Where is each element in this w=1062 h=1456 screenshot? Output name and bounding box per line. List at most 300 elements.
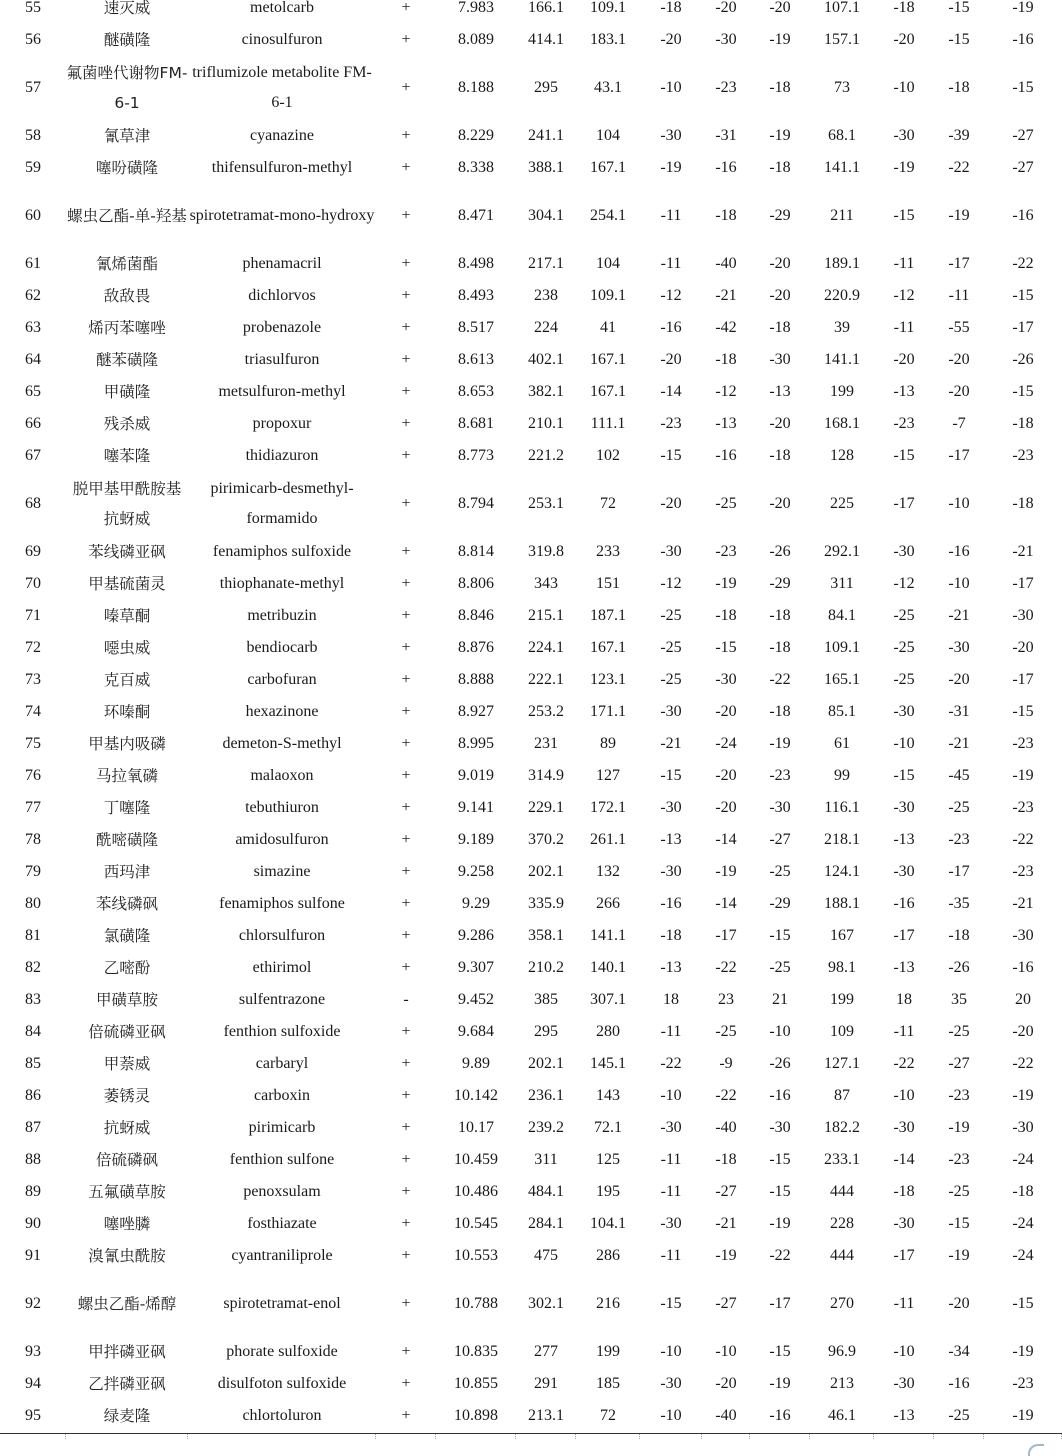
retention-time-cell: 8.806	[458, 575, 494, 592]
ionization-mode-cell: +	[401, 1151, 411, 1168]
value-5-cell: -21	[948, 735, 970, 752]
scroll-corner-icon	[1028, 1444, 1044, 1456]
value-5-cell: -18	[948, 79, 970, 96]
chinese-name-cell: 萎锈灵	[103, 1087, 151, 1105]
ionization-mode-cell: +	[401, 1087, 411, 1104]
quantifier-ion-cell: 261.1	[590, 831, 626, 848]
precursor-ion-cell: 239.2	[528, 1119, 564, 1136]
chinese-name-cell: 苯线磷砜	[95, 895, 158, 913]
row-number-cell: 88	[25, 1151, 41, 1168]
precursor-ion-cell: 221.2	[528, 447, 564, 464]
value-6-cell: -30	[1012, 607, 1034, 624]
retention-time-cell: 9.89	[462, 1055, 490, 1072]
value-6-cell: -19	[1012, 1407, 1034, 1424]
value-3-cell: -15	[769, 1183, 791, 1200]
ionization-mode-cell: +	[401, 447, 411, 464]
table-row	[0, 664, 1062, 696]
quantifier-ion-cell: 72.1	[594, 1119, 622, 1136]
value-2-cell: -40	[715, 255, 737, 272]
qualifier-ion-cell: 124.1	[824, 863, 860, 880]
value-1-cell: -30	[660, 1375, 682, 1392]
ionization-mode-cell: +	[401, 1055, 411, 1072]
value-3-cell: -13	[769, 383, 791, 400]
value-5-cell: -16	[948, 1375, 970, 1392]
row-number-cell: 81	[25, 927, 41, 944]
value-3-cell: -29	[769, 895, 791, 912]
chinese-name-cell: 噻唑膦	[103, 1215, 151, 1233]
value-1-cell: -30	[660, 863, 682, 880]
value-1-cell: -12	[660, 575, 682, 592]
value-5-cell: -23	[948, 831, 970, 848]
table-row	[0, 824, 1062, 856]
value-4-cell: -25	[893, 607, 915, 624]
table-row	[0, 56, 1062, 120]
ionization-mode-cell: +	[401, 1247, 411, 1264]
value-6-cell: -21	[1012, 543, 1034, 560]
qualifier-ion-cell: 168.1	[824, 415, 860, 432]
table-row	[0, 1176, 1062, 1208]
row-number-cell: 57	[25, 79, 41, 96]
table-row	[0, 248, 1062, 280]
ionization-mode-cell: +	[401, 351, 411, 368]
precursor-ion-cell: 166.1	[528, 0, 564, 16]
value-6-cell: -24	[1012, 1247, 1034, 1264]
precursor-ion-cell: 236.1	[528, 1087, 564, 1104]
precursor-ion-cell: 253.1	[528, 495, 564, 512]
chinese-name-cell: 速灭威	[103, 0, 151, 17]
value-2-cell: -18	[715, 607, 737, 624]
value-4-cell: -30	[893, 127, 915, 144]
retention-time-cell: 8.794	[458, 495, 494, 512]
quantifier-ion-cell: 41	[600, 319, 616, 336]
value-4-cell: -18	[893, 0, 915, 16]
value-3-cell: -19	[769, 1215, 791, 1232]
precursor-ion-cell: 229.1	[528, 799, 564, 816]
qualifier-ion-cell: 182.2	[824, 1119, 860, 1136]
value-3-cell: -19	[769, 31, 791, 48]
table-row	[0, 568, 1062, 600]
ionization-mode-cell: +	[401, 287, 411, 304]
value-2-cell: -18	[715, 1151, 737, 1168]
table-row	[0, 1080, 1062, 1112]
value-3-cell: -19	[769, 127, 791, 144]
value-3-cell: -30	[769, 351, 791, 368]
value-3-cell: -20	[769, 415, 791, 432]
value-4-cell: -17	[893, 495, 915, 512]
table-row	[0, 0, 1062, 24]
ionization-mode-cell: +	[401, 319, 411, 336]
quantifier-ion-cell: 195	[596, 1183, 620, 1200]
ionization-mode-cell: +	[401, 383, 411, 400]
value-4-cell: -30	[893, 863, 915, 880]
value-5-cell: -15	[948, 0, 970, 16]
value-5-cell: -15	[948, 1215, 970, 1232]
table-row	[0, 600, 1062, 632]
value-5-cell: -23	[948, 1087, 970, 1104]
value-4-cell: -11	[893, 255, 915, 272]
ionization-mode-cell: +	[401, 863, 411, 880]
ionization-mode-cell: +	[401, 1407, 411, 1424]
quantifier-ion-cell: 43.1	[594, 79, 622, 96]
ionization-mode-cell: +	[401, 1215, 411, 1232]
value-4-cell: 18	[896, 991, 912, 1008]
retention-time-cell: 8.498	[458, 255, 494, 272]
row-number-cell: 80	[25, 895, 41, 912]
table-row	[0, 792, 1062, 824]
column-tick	[934, 1434, 984, 1439]
chinese-name-cell: 残杀威	[103, 415, 151, 433]
quantifier-ion-cell: 102	[596, 447, 620, 464]
ionization-mode-cell: +	[401, 415, 411, 432]
value-3-cell: -29	[769, 575, 791, 592]
value-3-cell: -16	[769, 1407, 791, 1424]
table-row	[0, 184, 1062, 248]
column-tick	[0, 1434, 66, 1439]
qualifier-ion-cell: 167	[830, 927, 854, 944]
row-number-cell: 82	[25, 959, 41, 976]
value-3-cell: -29	[769, 207, 791, 224]
row-number-cell: 55	[25, 0, 41, 16]
english-name-cell: amidosulfuron	[235, 831, 329, 848]
table-row	[0, 376, 1062, 408]
precursor-ion-cell: 388.1	[528, 159, 564, 176]
value-5-cell: -11	[948, 287, 970, 304]
precursor-ion-cell: 304.1	[528, 207, 564, 224]
quantifier-ion-cell: 254.1	[590, 207, 626, 224]
value-1-cell: -15	[660, 447, 682, 464]
value-5-cell: -19	[948, 207, 970, 224]
retention-time-cell: 8.471	[458, 207, 494, 224]
quantifier-ion-cell: 143	[596, 1087, 620, 1104]
value-4-cell: -25	[893, 671, 915, 688]
value-6-cell: -17	[1012, 319, 1034, 336]
quantifier-ion-cell: 140.1	[590, 959, 626, 976]
column-tick	[436, 1434, 516, 1439]
value-5-cell: -17	[948, 863, 970, 880]
chinese-name-cell: 甲基硫菌灵	[88, 575, 166, 593]
value-3-cell: -18	[769, 159, 791, 176]
value-1-cell: -10	[660, 1343, 682, 1360]
value-4-cell: -10	[893, 79, 915, 96]
value-4-cell: -30	[893, 1375, 915, 1392]
chinese-name-cell: 脱甲基甲酰胺基抗蚜威	[72, 480, 182, 528]
qualifier-ion-cell: 84.1	[828, 607, 856, 624]
ionization-mode-cell: +	[401, 831, 411, 848]
ionization-mode-cell: +	[401, 927, 411, 944]
value-4-cell: -30	[893, 1215, 915, 1232]
value-1-cell: -19	[660, 159, 682, 176]
english-name-cell: fenamiphos sulfone	[219, 895, 345, 912]
precursor-ion-cell: 202.1	[528, 863, 564, 880]
quantifier-ion-cell: 145.1	[590, 1055, 626, 1072]
qualifier-ion-cell: 141.1	[824, 351, 860, 368]
value-2-cell: -19	[715, 863, 737, 880]
retention-time-cell: 8.517	[458, 319, 494, 336]
english-name-cell: chlortoluron	[242, 1407, 322, 1424]
quantifier-ion-cell: 127	[596, 767, 620, 784]
value-1-cell: -11	[660, 1247, 682, 1264]
value-6-cell: -21	[1012, 895, 1034, 912]
value-6-cell: -19	[1012, 1087, 1034, 1104]
quantifier-ion-cell: 111.1	[590, 415, 626, 432]
english-name-cell: disulfoton sulfoxide	[217, 1375, 347, 1392]
value-6-cell: -24	[1012, 1215, 1034, 1232]
qualifier-ion-cell: 311	[830, 575, 854, 592]
value-4-cell: -12	[893, 575, 915, 592]
qualifier-ion-cell: 96.9	[828, 1343, 856, 1360]
table-row	[0, 1208, 1062, 1240]
precursor-ion-cell: 475	[534, 1247, 558, 1264]
english-name-cell: triasulfuron	[244, 351, 320, 368]
value-3-cell: -20	[769, 495, 791, 512]
retention-time-cell: 10.459	[454, 1151, 498, 1168]
chinese-name-cell: 酰嘧磺隆	[95, 831, 158, 849]
qualifier-ion-cell: 68.1	[828, 127, 856, 144]
value-4-cell: -10	[893, 1343, 915, 1360]
value-3-cell: -17	[769, 1295, 791, 1312]
quantifier-ion-cell: 104	[596, 127, 620, 144]
value-3-cell: -20	[769, 287, 791, 304]
value-2-cell: -14	[715, 831, 737, 848]
qualifier-ion-cell: 116.1	[824, 799, 860, 816]
value-6-cell: -23	[1012, 799, 1034, 816]
value-6-cell: -17	[1012, 575, 1034, 592]
value-2-cell: -21	[715, 1215, 737, 1232]
chinese-name-cell: 螺虫乙酯-单-羟基	[67, 207, 187, 225]
precursor-ion-cell: 358.1	[528, 927, 564, 944]
retention-time-cell: 8.229	[458, 127, 494, 144]
row-number-cell: 60	[25, 207, 41, 224]
row-number-cell: 71	[25, 607, 41, 624]
value-5-cell: -15	[948, 31, 970, 48]
value-1-cell: -25	[660, 671, 682, 688]
value-4-cell: -11	[893, 1023, 915, 1040]
qualifier-ion-cell: 107.1	[824, 0, 860, 16]
value-5-cell: -18	[948, 927, 970, 944]
value-2-cell: -18	[715, 207, 737, 224]
quantifier-ion-cell: 187.1	[590, 607, 626, 624]
table-row	[0, 728, 1062, 760]
qualifier-ion-cell: 85.1	[828, 703, 856, 720]
row-number-cell: 68	[25, 495, 41, 512]
table-row	[0, 408, 1062, 440]
value-2-cell: -20	[715, 703, 737, 720]
row-number-cell: 92	[25, 1295, 41, 1312]
chinese-name-cell: 螺虫乙酯-烯醇	[77, 1295, 177, 1313]
precursor-ion-cell: 295	[534, 1023, 558, 1040]
qualifier-ion-cell: 128	[830, 447, 854, 464]
english-name-cell: tebuthiuron	[245, 799, 319, 816]
retention-time-cell: 10.835	[454, 1343, 498, 1360]
qualifier-ion-cell: 220.9	[824, 287, 860, 304]
value-6-cell: -27	[1012, 127, 1034, 144]
retention-time-cell: 8.888	[458, 671, 494, 688]
row-number-cell: 83	[25, 991, 41, 1008]
quantifier-ion-cell: 104	[596, 255, 620, 272]
chinese-name-cell: 环嗪酮	[103, 703, 151, 721]
quantifier-ion-cell: 172.1	[590, 799, 626, 816]
english-name-cell: metribuzin	[247, 607, 317, 624]
value-4-cell: -18	[893, 1183, 915, 1200]
english-name-cell: ethirimol	[252, 959, 312, 976]
value-6-cell: -23	[1012, 863, 1034, 880]
quantifier-ion-cell: 171.1	[590, 703, 626, 720]
row-number-cell: 58	[25, 127, 41, 144]
qualifier-ion-cell: 98.1	[828, 959, 856, 976]
chinese-name-cell: 噁虫威	[103, 639, 151, 657]
retention-time-cell: 9.307	[458, 959, 494, 976]
value-4-cell: -20	[893, 351, 915, 368]
value-2-cell: -40	[715, 1407, 737, 1424]
column-tick	[188, 1434, 376, 1439]
ionization-mode-cell: +	[401, 495, 411, 512]
value-3-cell: -15	[769, 927, 791, 944]
ionization-mode-cell: +	[401, 703, 411, 720]
row-number-cell: 72	[25, 639, 41, 656]
value-3-cell: -18	[769, 447, 791, 464]
value-1-cell: -11	[660, 1023, 682, 1040]
retention-time-cell: 8.846	[458, 607, 494, 624]
chinese-name-cell: 绿麦隆	[103, 1407, 151, 1425]
table-row	[0, 888, 1062, 920]
table-row	[0, 1400, 1062, 1432]
value-6-cell: -17	[1012, 671, 1034, 688]
chinese-name-cell: 倍硫磷砜	[95, 1151, 158, 1169]
qualifier-ion-cell: 99	[834, 767, 850, 784]
ionization-mode-cell: +	[401, 735, 411, 752]
value-4-cell: -30	[893, 703, 915, 720]
value-3-cell: -23	[769, 767, 791, 784]
value-1-cell: -30	[660, 127, 682, 144]
quantifier-ion-cell: 183.1	[590, 31, 626, 48]
value-1-cell: -30	[660, 799, 682, 816]
value-3-cell: -15	[769, 1343, 791, 1360]
value-6-cell: -22	[1012, 255, 1034, 272]
retention-time-cell: 8.613	[458, 351, 494, 368]
quantifier-ion-cell: 280	[596, 1023, 620, 1040]
value-3-cell: -26	[769, 543, 791, 560]
value-2-cell: -42	[715, 319, 737, 336]
row-number-cell: 61	[25, 255, 41, 272]
row-number-cell: 77	[25, 799, 41, 816]
qualifier-ion-cell: 199	[830, 991, 854, 1008]
value-4-cell: -12	[893, 287, 915, 304]
table-row	[0, 1016, 1062, 1048]
value-5-cell: -25	[948, 1407, 970, 1424]
table-row	[0, 472, 1062, 536]
value-5-cell: -35	[948, 895, 970, 912]
value-3-cell: -22	[769, 671, 791, 688]
chinese-name-cell: 抗蚜威	[103, 1119, 151, 1137]
value-6-cell: -19	[1012, 767, 1034, 784]
retention-time-cell: 8.653	[458, 383, 494, 400]
qualifier-ion-cell: 141.1	[824, 159, 860, 176]
value-6-cell: -15	[1012, 703, 1034, 720]
retention-time-cell: 10.486	[454, 1183, 498, 1200]
value-2-cell: -31	[715, 127, 737, 144]
value-3-cell: -19	[769, 735, 791, 752]
value-1-cell: -14	[660, 383, 682, 400]
quantifier-ion-cell: 141.1	[590, 927, 626, 944]
value-6-cell: -23	[1012, 447, 1034, 464]
english-name-cell: spirotetramat-mono-hydroxy	[189, 207, 375, 224]
value-6-cell: -27	[1012, 159, 1034, 176]
quantifier-ion-cell: 125	[596, 1151, 620, 1168]
quantifier-ion-cell: 286	[596, 1247, 620, 1264]
value-1-cell: -25	[660, 639, 682, 656]
column-tick	[702, 1434, 750, 1439]
row-number-cell: 94	[25, 1375, 41, 1392]
ionization-mode-cell: +	[401, 671, 411, 688]
qualifier-ion-cell: 189.1	[824, 255, 860, 272]
quantifier-ion-cell: 199	[596, 1343, 620, 1360]
value-2-cell: -9	[719, 1055, 733, 1072]
english-name-cell: dichlorvos	[248, 287, 316, 304]
table-row	[0, 24, 1062, 56]
value-4-cell: -15	[893, 767, 915, 784]
value-2-cell: -24	[715, 735, 737, 752]
chinese-name-cell: 噻吩磺隆	[95, 159, 158, 177]
precursor-ion-cell: 335.9	[528, 895, 564, 912]
value-4-cell: -10	[893, 1087, 915, 1104]
value-4-cell: -30	[893, 1119, 915, 1136]
value-1-cell: -10	[660, 1407, 682, 1424]
value-4-cell: -20	[893, 31, 915, 48]
row-number-cell: 78	[25, 831, 41, 848]
english-name-cell: carbofuran	[247, 671, 317, 688]
value-4-cell: -10	[893, 735, 915, 752]
value-6-cell: -23	[1012, 1375, 1034, 1392]
row-number-cell: 73	[25, 671, 41, 688]
row-number-cell: 79	[25, 863, 41, 880]
english-name-cell: thidiazuron	[245, 447, 319, 464]
qualifier-ion-cell: 87	[834, 1087, 850, 1104]
row-number-cell: 91	[25, 1247, 41, 1264]
value-1-cell: -25	[660, 607, 682, 624]
quantifier-ion-cell: 233	[596, 543, 620, 560]
ionization-mode-cell: +	[401, 767, 411, 784]
value-4-cell: -19	[893, 159, 915, 176]
precursor-ion-cell: 210.2	[528, 959, 564, 976]
precursor-ion-cell: 217.1	[528, 255, 564, 272]
value-4-cell: -13	[893, 1407, 915, 1424]
value-2-cell: -17	[715, 927, 737, 944]
table-row	[0, 984, 1062, 1016]
column-tick	[66, 1434, 188, 1439]
chinese-name-cell: 倍硫磷亚砜	[88, 1023, 166, 1041]
value-2-cell: -16	[715, 447, 737, 464]
value-1-cell: 18	[663, 991, 679, 1008]
english-name-cell: spirotetramat-enol	[223, 1295, 341, 1312]
value-5-cell: -19	[948, 1247, 970, 1264]
ionization-mode-cell: +	[401, 575, 411, 592]
column-tick	[576, 1434, 640, 1439]
value-6-cell: -18	[1012, 415, 1034, 432]
value-5-cell: -26	[948, 959, 970, 976]
row-number-cell: 86	[25, 1087, 41, 1104]
value-5-cell: -27	[948, 1055, 970, 1072]
value-6-cell: -20	[1012, 639, 1034, 656]
precursor-ion-cell: 224.1	[528, 639, 564, 656]
precursor-ion-cell: 213.1	[528, 1407, 564, 1424]
retention-time-cell: 9.29	[462, 895, 490, 912]
table-row	[0, 1336, 1062, 1368]
value-5-cell: -25	[948, 1183, 970, 1200]
value-2-cell: -40	[715, 1119, 737, 1136]
precursor-ion-cell: 222.1	[528, 671, 564, 688]
value-1-cell: -18	[660, 927, 682, 944]
english-name-cell: phorate sulfoxide	[226, 1343, 338, 1360]
